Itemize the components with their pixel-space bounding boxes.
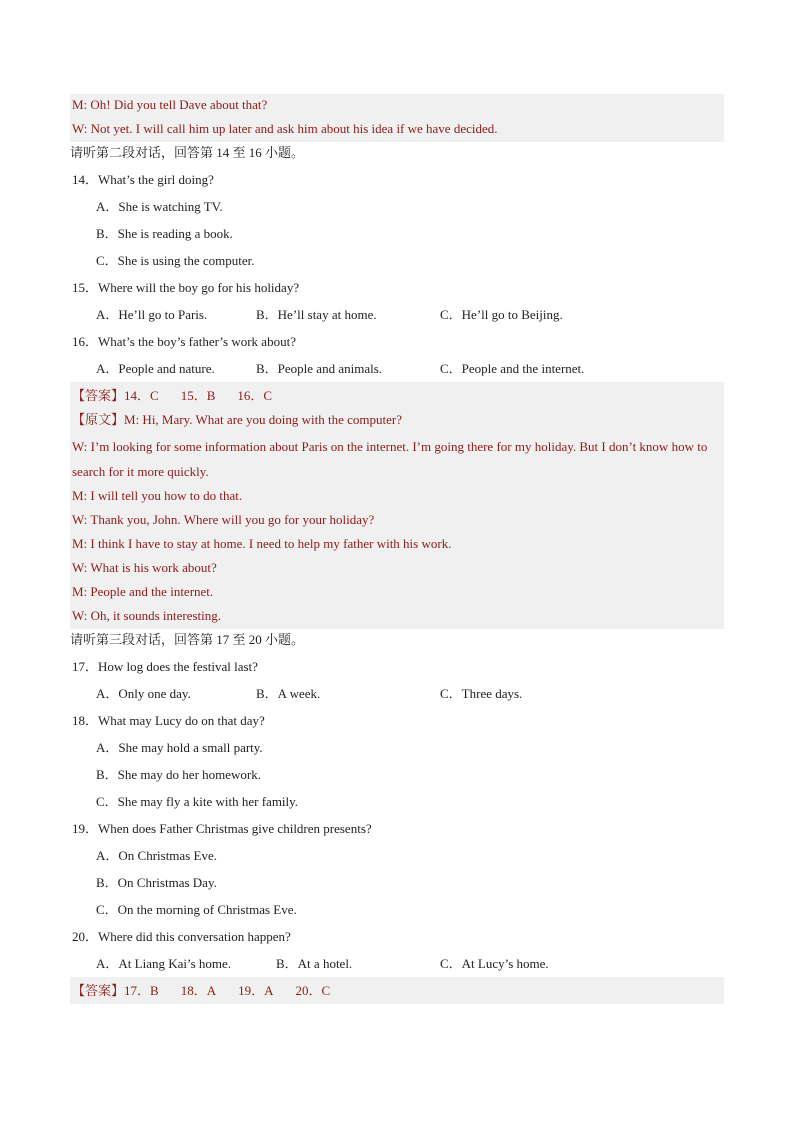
option-18b: B．She may do her homework.	[96, 767, 262, 782]
script-line: W: Oh, it sounds interesting.	[70, 605, 724, 629]
answer-key-section3	[70, 977, 724, 1004]
script-line	[70, 409, 724, 433]
option-14b: B．She is reading a book.	[96, 226, 233, 241]
option-19a: A．On Christmas Eve.	[96, 848, 217, 863]
question-14: 14．What’s the girl doing?	[72, 172, 214, 187]
option-18a: A．She may hold a small party.	[96, 740, 263, 755]
script-line: M: People and the internet.	[70, 581, 724, 605]
script-line: W: Thank you, John. Where will you go for your holiday?	[70, 509, 724, 533]
option-15a: A．He’ll go to Paris.	[96, 307, 208, 322]
answer-key-section2	[70, 382, 724, 409]
option-19c: C．On the morning of Christmas Eve.	[96, 902, 297, 917]
answer-value: 18．A	[180, 983, 217, 998]
option-20a: A．At Liang Kai’s home.	[96, 956, 232, 971]
option-14c: C．She is using the computer.	[96, 253, 255, 268]
question-15: 15．Where will the boy go for his holiday?	[72, 280, 300, 295]
answer-value: 20．C	[295, 983, 331, 998]
options-20	[70, 950, 724, 977]
option-17c: C．Three days.	[440, 686, 523, 701]
question-18: 18．What may Lucy do on that day?	[72, 713, 265, 728]
options-17	[70, 680, 724, 707]
page-content	[70, 94, 724, 1004]
option-20b: B．At a hotel.	[276, 956, 353, 971]
option-14a: A．She is watching TV.	[96, 199, 223, 214]
option-17a: A．Only one day.	[96, 686, 191, 701]
option-15b: B．He’ll stay at home.	[256, 307, 377, 322]
script-line: W: I’m looking for some information about Paris on the internet. I’m going there for my holiday. But I don’t know how to search for it more quickly.	[70, 433, 724, 485]
script-text: M: Hi, Mary. What are you doing with the computer?	[124, 412, 403, 427]
option-15c: C．He’ll go to Beijing.	[440, 307, 563, 322]
question-17: 17．How log does the festival last?	[72, 659, 258, 674]
script-label: 【原文】	[72, 412, 125, 427]
answer-value: 19．A	[238, 983, 274, 998]
options-15	[70, 301, 724, 328]
option-16a: A．People and nature.	[96, 361, 215, 376]
option-19b: B．On Christmas Day.	[96, 875, 217, 890]
script-line: M: I think I have to stay at home. I need to help my father with his work.	[70, 533, 724, 557]
options-16	[70, 355, 724, 382]
question-19: 19．When does Father Christmas give children presents?	[72, 821, 372, 836]
question-16: 16．What’s the boy’s father’s work about?	[72, 334, 296, 349]
question-20: 20．Where did this conversation happen?	[72, 929, 291, 944]
option-18c: C．She may fly a kite with her family.	[96, 794, 299, 809]
script-line: W: What is his work about?	[70, 557, 724, 581]
section-heading: 请听第三段对话，回答第 17 至 20 小题。	[70, 632, 305, 647]
answer-label: 【答案】	[72, 388, 125, 403]
option-16c: C．People and the internet.	[440, 361, 585, 376]
answer-value: 14．C	[124, 388, 159, 403]
answer-label: 【答案】	[72, 983, 125, 998]
script-line: W: Not yet. I will call him up later and ask him about his idea if we have decided.	[70, 118, 724, 142]
script-line: M: Oh! Did you tell Dave about that?	[70, 94, 724, 118]
option-20c: C．At Lucy’s home.	[440, 956, 549, 971]
section-heading: 请听第二段对话，回答第 14 至 16 小题。	[70, 145, 305, 160]
option-16b: B．People and animals.	[256, 361, 383, 376]
answer-value: 17．B	[124, 983, 159, 998]
option-17b: B．A week.	[256, 686, 321, 701]
answer-value: 16．C	[237, 388, 273, 403]
answer-value: 15．B	[180, 388, 216, 403]
script-line: M: I will tell you how to do that.	[70, 485, 724, 509]
